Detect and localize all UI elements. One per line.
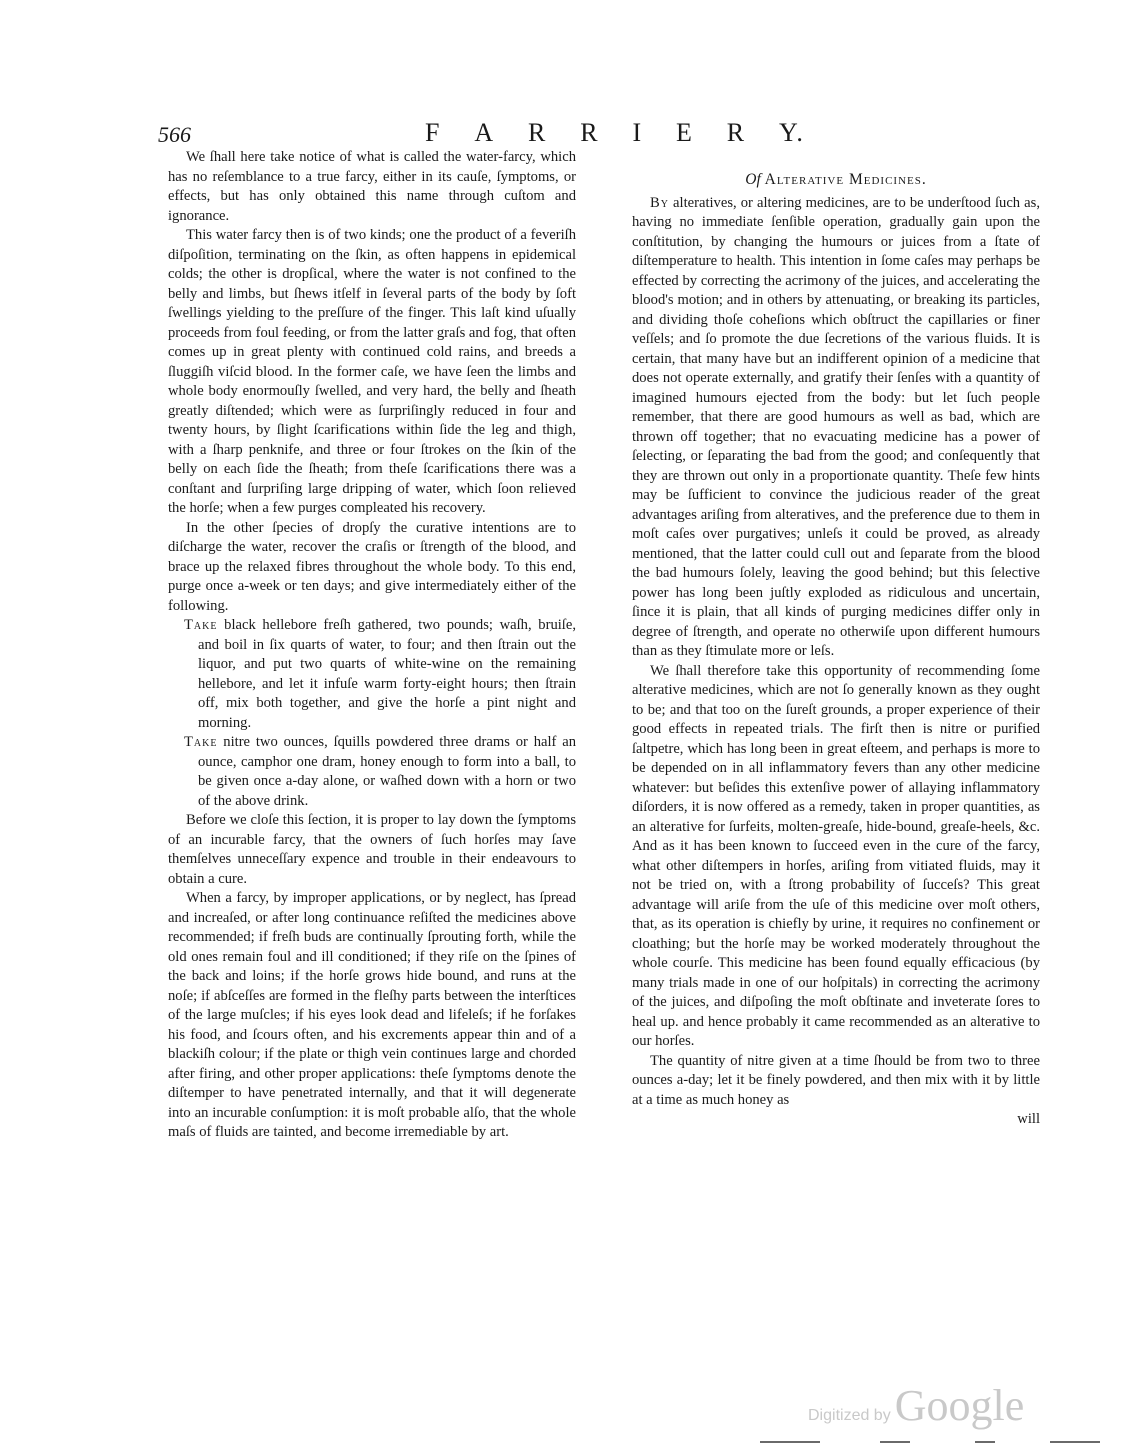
bottom-edge-rule: [975, 1441, 995, 1443]
recipe-lead: Take: [184, 617, 218, 633]
right-column: [632, 170, 1040, 1130]
watermark-digitized-by: Digitized by: [808, 1407, 891, 1424]
paragraph-text: alteratives, or altering medicines, are to be underſtood ſuch as, having no immediate ſenſible operation, gradually gain upon the conſtitution, by changing the humours or juices from a ſtate of diſtemperature to health. This intention in ſome caſes may perhaps be effected by correcting the acrimony of the juices, and accelerating the blood's motion; and in others by attenuating, or breaking its particles, and dividing thoſe coheſions which obſtruct the capillaries or finer veſſels; and ſo promote the due ſecretions of the various fluids. It is certain, that many have but an indifferent opinion of a medicine that does not operate externally, and gratify their ſenſes with a quantity of imagined humours ejected from the body: but let ſuch people remember, that there are good humours as well as bad, which are thrown off together; that no evacuating medicine has a power of ſelecting, or ſeparating the bad from the good; and conſequently that they are thrown out only in a proportionate quantity. Theſe few hints may be ſufficient to convince the judicious reader of the great advantages ariſing from alteratives, and the preference due to them in moſt caſes over purgatives; unleſs it could be proved, as already mentioned, that the latter could cull out and ſeparate from the blood the bad humours ſolely, leaving the good behind; but this ſelective power has long been juſtly exploded as ridiculous and uncertain, ſince it is plain, that all kinds of purging medicines differ only in degree of ſtrength, and operate no otherwiſe upon different humours than as they ſtimulate more or leſs.: [632, 194, 1040, 659]
running-head-letter: F: [425, 118, 442, 147]
paragraph-nitre-quantity: The quantity of nitre given at a time ſhould be from two to three ounces a-day; let it be finely powdered, and then mix with it by little at a time as much honey as: [632, 1052, 1040, 1108]
paragraph-incurable-intro: Before we cloſe this ſection, it is proper to lay down the ſymptoms of an incurable farcy, that the owners of ſuch horſes may ſave themſelves unneceſſary expence and trouble in their endeavours to obtain a cure.: [168, 812, 576, 887]
section-heading: [632, 170, 1040, 190]
running-head-letter: A: [474, 118, 496, 147]
paragraph-alteratives-definition: [632, 194, 1040, 662]
paragraph-lead: By: [650, 194, 669, 211]
recipe-lead: Take: [184, 734, 218, 750]
recipe-text: black hellebore freſh gathered, two pounds; waſh, bruiſe, and boil in ſix quarts of water, to four; and then ſtrain out the liquor, and put two quarts of white-wine on the remaining hellebore, and let it infuſe warm forty-eight hours; then ſtrain off, mix both together, and give the horſe a pint night and morning.: [198, 617, 576, 731]
recipe-nitre-ball: [168, 733, 576, 811]
running-head-letter: R: [726, 118, 747, 147]
paragraph-nitre-recommendation: We ſhall therefore take this opportunity of recommending ſome alterative medicines, which are not ſo generally known as they ought to be; and that too on the ſureſt grounds, a proper experience of their good effects in repeated trials. The firſt then is nitre or purified ſaltpetre, which has long been in great eſteem, and perhaps is more to be depended on in all inflammatory fevers than any other medicine whatever: but beſides this extenſive power of allaying inflammatory diſorders, it is now offered as a remedy, taken in proper quantities, as an alterative for ſurfeits, molten-greaſe, hide-bound, greaſe-heels, &c. And as it has been known to ſucceed even in the cure of the farcy, what other diſtempers in horſes, ariſing from vitiated fluids, may it not be tried on, with a ſtrong probability of ſucceſs? This great advantage will ariſe from the uſe of this medicine over moſt others, that, as its operation is chiefly by urine, it requires no confinement or cloathing; but the horſe may be worked moderately throughout the whole courſe. This medicine has been found equally efficacious (by many trials made in one of our hoſpitals) in correcting the acrimony of the juices, and diſpoſing the moſt obſtinate and inveterate ſores to heal up. and hence probably it came recommended as an alterative to our horſes.: [632, 662, 1040, 1049]
running-head-letter: I: [632, 118, 644, 147]
section-heading-prefix: Of: [745, 171, 765, 188]
recipe-hellebore: [168, 616, 576, 733]
page-number: 566: [158, 122, 191, 147]
bottom-edge-rule: [880, 1441, 910, 1443]
left-column: [168, 148, 576, 1143]
paragraph-water-farcy-kinds: This water farcy then is of two kinds; one the product of a feveriſh diſpoſition, terminating on the ſkin, as often happens in epidemical colds; the other is dropſical, where the water is not confined to the belly and limbs, but ſhews itſelf in ſeveral parts of the body by ſoft ſwellings yielding to the preſſure of the finger. This laſt kind uſually proceeds from foul feeding, or from the latter graſs and fog, that often comes up in great plenty with continued cold rains, and breeds a ſluggiſh viſcid blood. In the former caſe, we have ſeen the limbs and whole body enormouſly ſwelled, and very hard, the belly and ſheath greatly diſtended; which were as ſurpriſingly reduced in four and twenty hours, by ſlight ſcarifications within ſide the leg and thigh, with a ſharp penknife, and three or four ſtrokes on the ſkin of the belly on each ſide the ſheath; from theſe ſcarifications there was a conſtant and ſurpriſing large dripping of water, which ſoon relieved the horſe; when a few purges compleated his recovery.: [168, 227, 576, 516]
paragraph-incurable-symptoms: When a farcy, by improper applications, or by neglect, has ſpread and increaſed, or after long continuance reſiſted the medicines above recommended; if freſh buds are continually ſprouting forth, while the old ones remain foul and ill conditioned; if they riſe on the ſpines of the back and loins; if the horſe grows hide bound, and runs at the noſe; if abſceſſes are formed in the fleſhy parts between the interſtices of the large muſcles; if his eyes look dead and lifeleſs; if he forſakes his food, and ſcours often, and his excrements appear thin and of a blackiſh colour; if the plate or thigh vein continues large and chorded after firing, and other proper applications: theſe ſymptoms denote the diſtemper to have penetrated internally, and that it will degenerate into an incurable conſumption: it is moſt probable alſo, that the whole maſs of fluids are tainted, and become irremediable by art.: [168, 890, 576, 1140]
catchword: will: [1017, 1111, 1040, 1127]
recipe-text: nitre two ounces, ſquills powdered three drams or half an ounce, camphor one dram, honey enough to form into a ball, to be given once a-day alone, or waſhed down with a horn or two of the above drink.: [198, 734, 576, 809]
bottom-edge-rule: [1050, 1441, 1100, 1443]
paragraph-dropsy-treatment: In the other ſpecies of dropſy the curative intentions are to diſcharge the water, recover the craſis or ſtrength of the blood, and brace up the relaxed fibres throughout the whole body. To this end, purge once a-week or ten days; and give intermediately either of the following.: [168, 519, 576, 614]
running-head-letter: R: [528, 118, 548, 147]
google-watermark: [808, 1380, 1024, 1431]
paragraph-water-farcy-intro: We ſhall here take notice of what is called the water-farcy, which has no reſemblance to a true farcy, either in its cauſe, ſymptoms, or effects, but has only obtained this name through cuſtom and ignorance.: [168, 149, 576, 224]
running-head-letter: R: [580, 118, 600, 147]
section-heading-main: Alterative Medicines.: [764, 171, 927, 188]
bottom-edge-rule: [760, 1441, 820, 1443]
running-head: [425, 118, 805, 148]
google-logo: Google: [894, 1381, 1025, 1430]
running-head-letter: E: [675, 118, 694, 147]
running-head-letter: Y.: [778, 118, 805, 147]
